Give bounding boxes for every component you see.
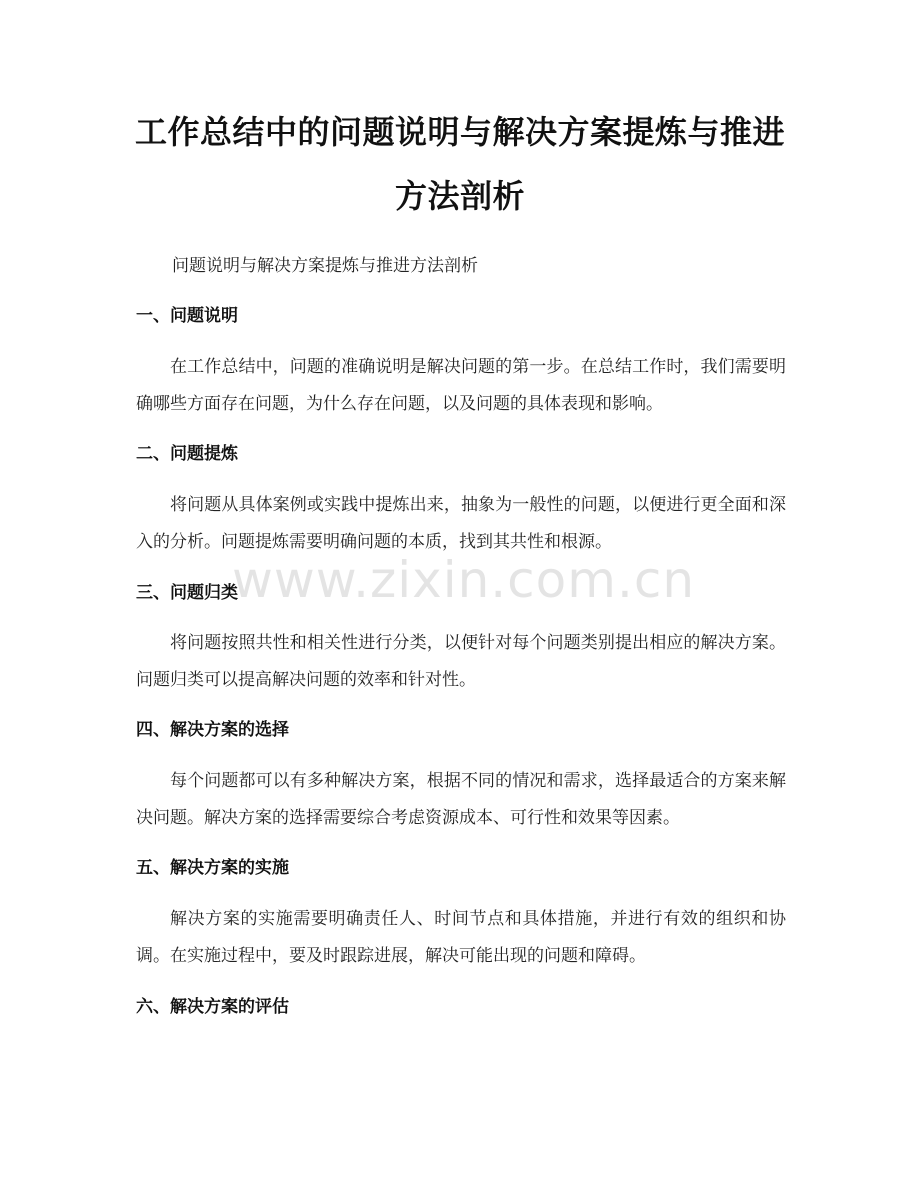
- section-heading-1: 一、问题说明: [136, 306, 238, 326]
- section-heading-2: 二、问题提炼: [136, 444, 238, 464]
- section-body-4: 每个问题都可以有多种解决方案，根据不同的情况和需求，选择最适合的方案来解决问题。解决方案的选择需要综合考虑资源成本、可行性和效果等因素。: [136, 771, 786, 828]
- section-body-3: 将问题按照共性和相关性进行分类，以便针对每个问题类别提出相应的解决方案。问题归类可以提高解决问题的效率和针对性。: [136, 633, 786, 690]
- section-body-2: 将问题从具体案例或实践中提炼出来，抽象为一般性的问题，以便进行更全面和深入的分析。问题提炼需要明确问题的本质，找到其共性和根源。: [136, 495, 786, 552]
- section-heading-6: 六、解决方案的评估: [136, 997, 289, 1017]
- watermark-text: www.zixin.com.cn: [232, 551, 696, 609]
- section-heading-5: 五、解决方案的实施: [136, 858, 289, 878]
- document-subtitle: 问题说明与解决方案提炼与推进方法剖析: [172, 256, 478, 276]
- section-body-1: 在工作总结中，问题的准确说明是解决问题的第一步。在总结工作时，我们需要明确哪些方面存在问题，为什么存在问题，以及问题的具体表现和影响。: [136, 357, 786, 414]
- section-body-5: 解决方案的实施需要明确责任人、时间节点和具体措施，并进行有效的组织和协调。在实施过程中，要及时跟踪进展，解决可能出现的问题和障碍。: [136, 909, 786, 966]
- section-heading-4: 四、解决方案的选择: [136, 720, 289, 740]
- document-title: 工作总结中的问题说明与解决方案提炼与推进方法剖析: [134, 113, 785, 215]
- section-heading-3: 三、问题归类: [136, 583, 238, 603]
